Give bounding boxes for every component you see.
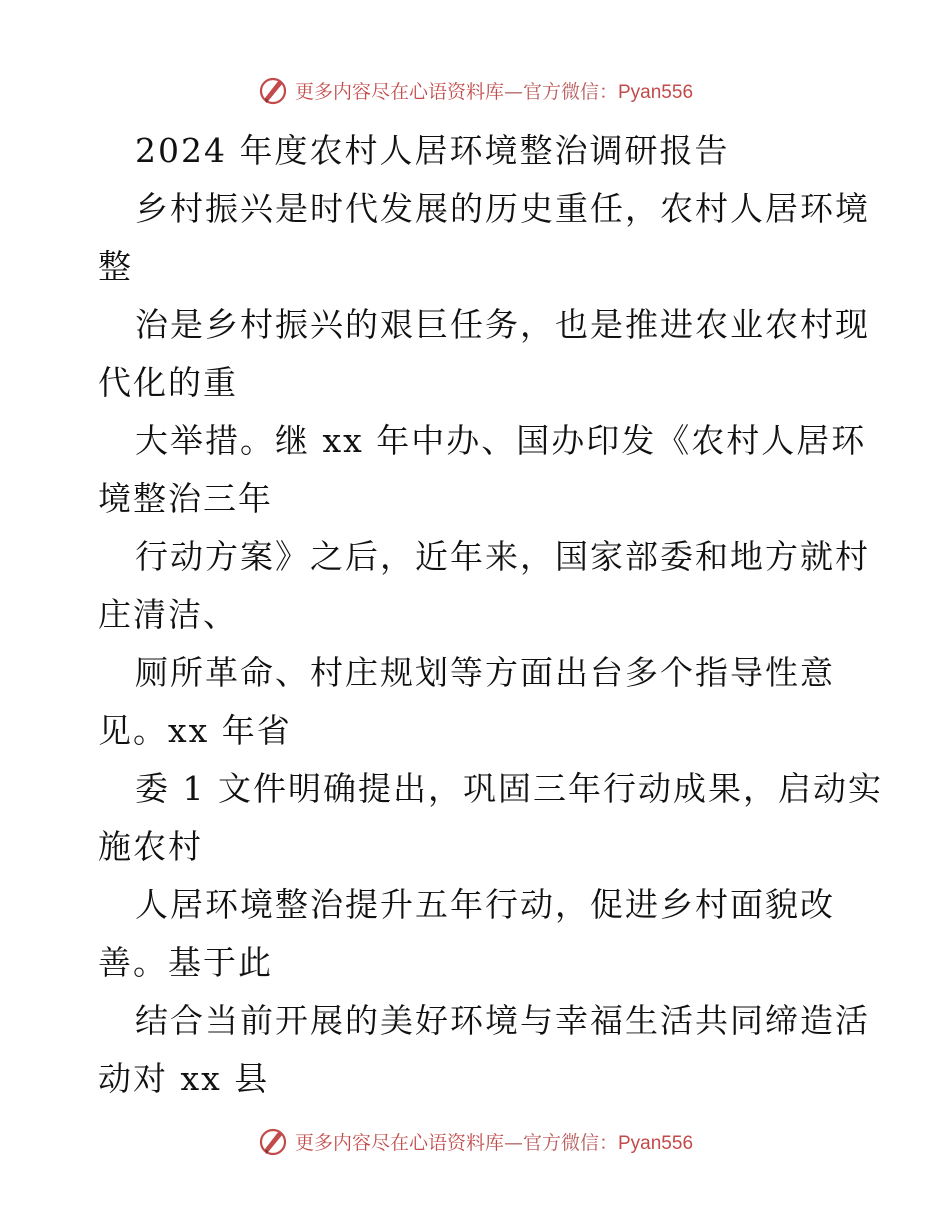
- header-banner: [0, 70, 950, 110]
- text-line: 见。xx 年省: [98, 711, 292, 750]
- banner-official-label: 官方微信：: [522, 1131, 618, 1154]
- quill-pen-logo-icon: [257, 74, 289, 106]
- banner-wechat-id: Pyan556: [618, 1132, 694, 1154]
- text-line: 动对 xx 县: [98, 1059, 270, 1098]
- text-line: 人居环境整治提升五年行动，促进乡村面貌改: [135, 885, 835, 924]
- quill-pen-logo-icon: [257, 1125, 289, 1157]
- text-line: 境整治三年: [98, 479, 273, 518]
- text-line: 行动方案》之后，近年来，国家部委和地方就村: [135, 537, 870, 576]
- text-line: 治是乡村振兴的艰巨任务，也是推进农业农村现: [135, 305, 870, 344]
- text-line: 乡村振兴是时代发展的历史重任，农村人居环境: [135, 189, 870, 228]
- banner-main-text: 更多内容尽在心语资料库: [294, 80, 504, 103]
- text-line: 庄清洁、: [98, 595, 238, 634]
- footer-banner: [0, 1121, 950, 1161]
- text-line: 代化的重: [98, 363, 238, 402]
- banner-text: [295, 77, 693, 104]
- banner-official-label: 官方微信：: [522, 80, 618, 103]
- text-line: 大举措。继 xx 年中办、国办印发《农村人居环: [135, 421, 867, 460]
- text-line: 结合当前开展的美好环境与幸福生活共同缔造活: [135, 1001, 870, 1040]
- text-line: 整: [98, 247, 133, 286]
- banner-dash: —: [503, 1131, 523, 1154]
- banner-wechat-id: Pyan556: [618, 81, 694, 103]
- text-line: 2024 年度农村人居环境整治调研报告: [135, 131, 730, 170]
- text-line: 委 1 文件明确提出，巩固三年行动成果，启动实: [135, 769, 883, 808]
- text-line: 施农村: [98, 827, 203, 866]
- text-line: 善。基于此: [98, 943, 273, 982]
- banner-text: [295, 1128, 693, 1155]
- banner-dash: —: [503, 80, 523, 103]
- text-line: 厕所革命、村庄规划等方面出台多个指导性意: [135, 653, 835, 692]
- banner-main-text: 更多内容尽在心语资料库: [294, 1131, 504, 1154]
- document-body: [98, 122, 883, 1108]
